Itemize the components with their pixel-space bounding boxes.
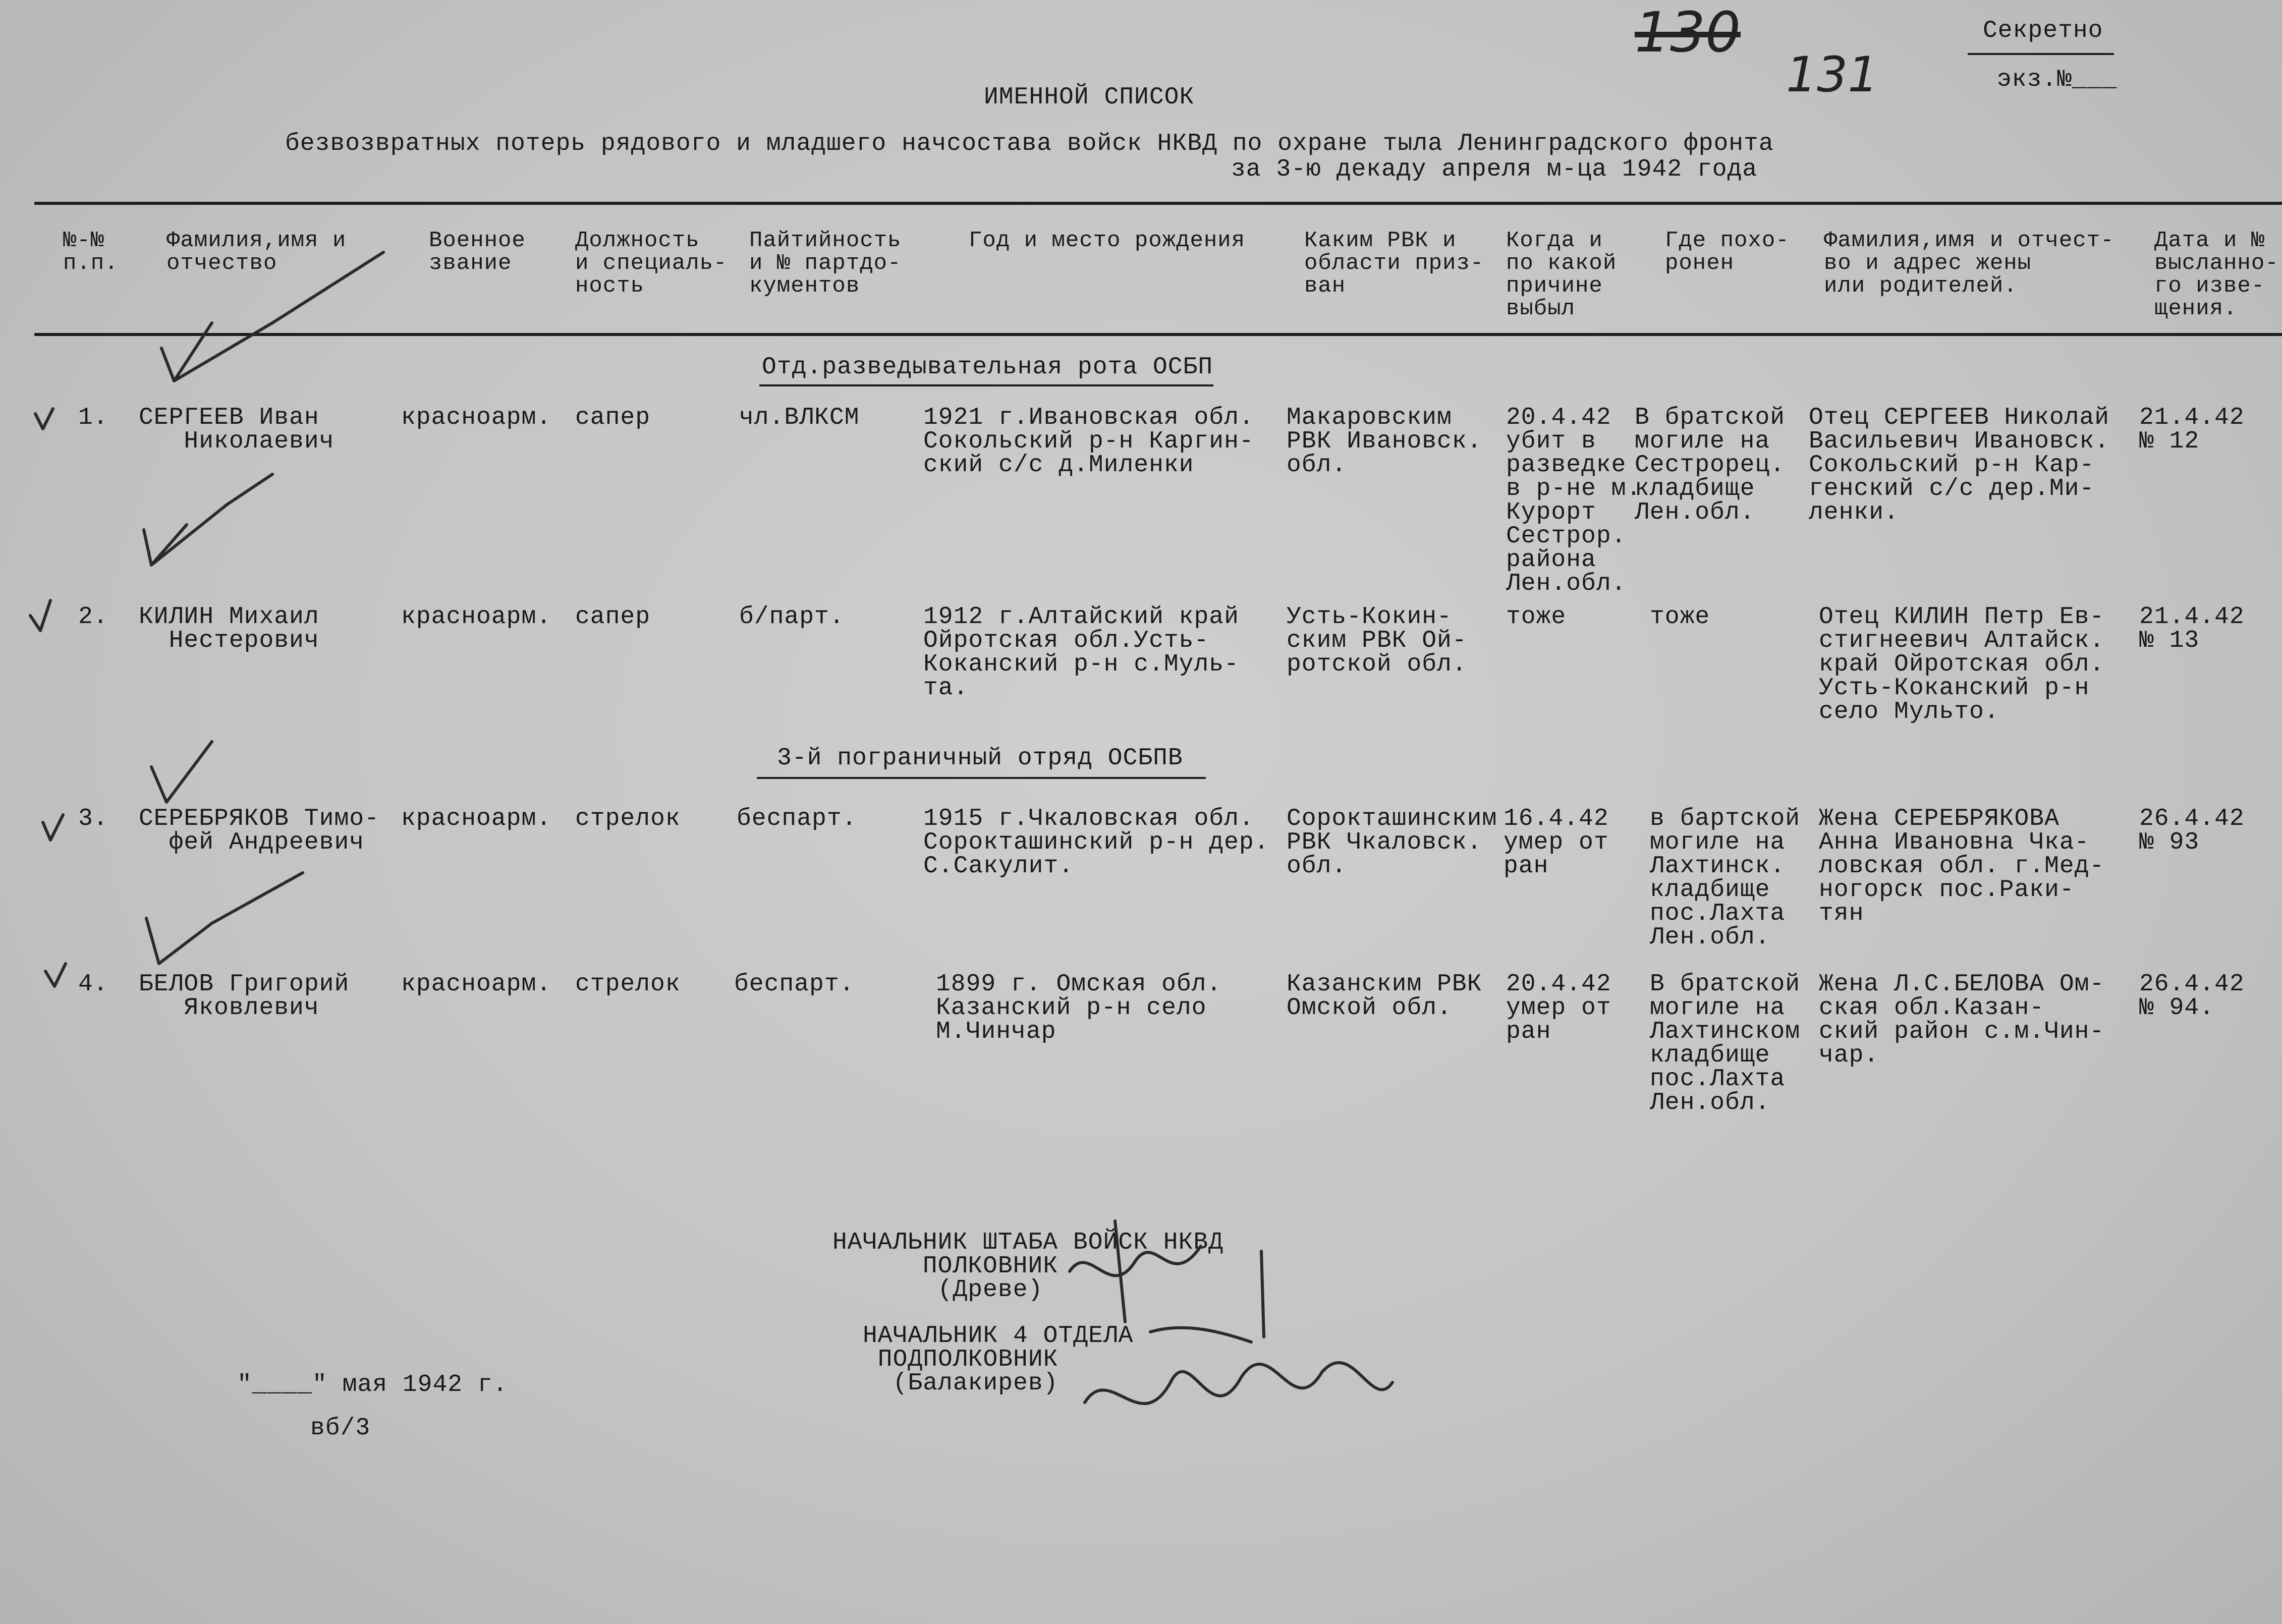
row-birth: 1912 г.Алтайский край Ойротская обл.Усть- Коканский р-н с.Муль- та. — [923, 603, 1239, 702]
row-when: тоже — [1506, 603, 1567, 631]
section-title: Отд.разведывательная рота ОСБП — [762, 354, 1213, 381]
column-header-number: №-№ п.п. — [63, 228, 119, 276]
row-buried: в бартской могиле на Лахтинск. кладбище пос.Лахта Лен.обл. — [1650, 805, 1801, 951]
row-party: б/парт. — [739, 603, 845, 631]
row-rvk: Сорокташинским РВК Чкаловск. обл. — [1287, 805, 1497, 880]
row-number: 4. — [78, 971, 108, 998]
document-date: "____" мая 1942 г. — [237, 1371, 508, 1398]
check-mark-icon — [144, 474, 272, 565]
row-number: 2. — [78, 603, 108, 631]
document-title: ИМЕННОЙ СПИСОК — [984, 84, 1195, 111]
row-buried: тоже — [1650, 603, 1710, 631]
row-number: 3. — [78, 805, 108, 832]
row-birth: 1899 г. Омская обл. Казанский р-н село М.Чинчар — [936, 971, 1222, 1045]
row-rank: красноарм. — [401, 404, 552, 431]
margin-tick-icon — [43, 815, 63, 840]
chief-of-staff-signature — [1070, 1221, 1264, 1337]
row-name: БЕЛОВ Григорий Яковлевич — [139, 971, 350, 1022]
check-mark-icon — [146, 873, 303, 964]
secret-stamp: Секретно — [1983, 17, 2103, 44]
copy-number: экз.№___ — [1997, 66, 2118, 93]
row-position: стрелок — [575, 971, 681, 998]
row-when: 20.4.42 убит в разведке в р-не м. Курорт Сестрор. района Лен.обл. — [1506, 404, 1642, 597]
margin-tick-icon — [35, 409, 53, 429]
column-header-name: Фамилия,имя и отчество — [166, 228, 347, 276]
row-when: 16.4.42 умер от ран — [1504, 805, 1609, 880]
margin-tick-icon — [45, 964, 66, 986]
column-header-rank: Военное звание — [429, 228, 526, 276]
column-header-when: Когда и по какой причине выбыл — [1506, 228, 1617, 321]
row-position: стрелок — [575, 805, 681, 832]
row-relative: Отец СЕРГЕЕВ Николай Васильевич Ивановск. Сокольский р-н Кар- генский с/с дер.Ми- ленки. — [1809, 404, 2110, 526]
row-name: СЕРГЕЕВ Иван Николаевич — [139, 404, 335, 455]
row-name: СЕРЕБРЯКОВ Тимо- фей Андреевич — [139, 805, 379, 856]
row-party: чл.ВЛКСМ — [739, 404, 860, 431]
row-party: беспарт. — [737, 805, 857, 832]
row-buried: В братской могиле на Сестрорец. кладбище Лен.обл. — [1635, 404, 1786, 526]
row-name: КИЛИН Михаил Нестерович — [139, 603, 319, 654]
row-notice: 26.4.42 № 94. — [2139, 971, 2245, 1022]
check-mark-icon — [161, 252, 383, 381]
column-header-position: Должность и специаль- ность — [575, 228, 728, 299]
row-party: беспарт. — [734, 971, 855, 998]
row-when: 20.4.42 умер от ран — [1506, 971, 1611, 1045]
department-chief-signature — [1085, 1328, 1393, 1404]
row-birth: 1915 г.Чкаловская обл. Сорокташинский р-н дер. С.Сакулит. — [923, 805, 1269, 880]
row-birth: 1921 г.Ивановская обл. Сокольский р-н Каргин- ский с/с д.Миленки — [923, 404, 1254, 479]
document-period: за 3-ю декаду апреля м-ца 1942 года — [1231, 156, 1758, 183]
row-rvk: Усть-Кокин- ским РВК Ой- ротской обл. — [1287, 603, 1467, 678]
row-rank: красноарм. — [401, 971, 552, 998]
document-reference: вб/3 — [310, 1415, 371, 1442]
column-header-buried: Где похо- ронен — [1665, 228, 1790, 276]
row-relative: Жена СЕРЕБРЯКОВА Анна Ивановна Чка- ловская обл. г.Мед- ногорск пос.Раки- тян — [1819, 805, 2105, 927]
row-rvk: Макаровским РВК Ивановск. обл. — [1287, 404, 1482, 479]
column-header-party: Пайтийность и № партдо- кументов — [749, 228, 902, 299]
row-number: 1. — [78, 404, 108, 431]
row-notice: 21.4.42 № 13 — [2139, 603, 2245, 654]
margin-tick-icon — [30, 600, 50, 631]
archive-page-struck: 130 — [1635, 0, 1741, 65]
check-mark-icon — [151, 742, 212, 802]
column-header-relative: Фамилия,имя и отчест- во и адрес жены или родителей. — [1824, 228, 2114, 299]
row-notice: 26.4.42 № 93 — [2139, 805, 2245, 856]
document-subtitle: безвозвратных потерь рядового и младшего начсостава войск НКВД по охране тыла Ленинградского фронта — [285, 130, 1774, 157]
column-header-notice: Дата и № высланно- го изве- щения. — [2154, 228, 2279, 321]
column-header-birth: Год и место рождения — [969, 228, 1246, 253]
row-notice: 21.4.42 № 12 — [2139, 404, 2245, 455]
row-buried: В братской могиле на Лахтинском кладбище пос.Лахта Лен.обл. — [1650, 971, 1801, 1116]
row-rank: красноарм. — [401, 603, 552, 631]
row-relative: Отец КИЛИН Петр Ев- стигнеевич Алтайск. край Ойротская обл. Усть-Коканский р-н село Мульто. — [1819, 603, 2105, 725]
row-position: сапер — [575, 603, 651, 631]
archive-page-number: 131 — [1786, 46, 1879, 103]
row-relative: Жена Л.С.БЕЛОВА Ом- ская обл.Казан- ский район с.м.Чин- чар. — [1819, 971, 2105, 1069]
column-header-rvk: Каким РВК и области приз- ван — [1304, 228, 1484, 299]
chief-of-staff-signature-block: НАЧАЛЬНИК ШТАБА ВОЙСК НКВД ПОЛКОВНИК (Древе) — [832, 1229, 1223, 1304]
row-rvk: Казанским РВК Омской обл. — [1287, 971, 1482, 1022]
section-title: 3-й пограничный отряд ОСБПВ — [777, 745, 1183, 772]
row-position: сапер — [575, 404, 651, 431]
department-chief-signature-block: НАЧАЛЬНИК 4 ОТДЕЛА ПОДПОЛКОВНИК (Балакирев) — [863, 1322, 1134, 1397]
row-rank: красноарм. — [401, 805, 552, 832]
